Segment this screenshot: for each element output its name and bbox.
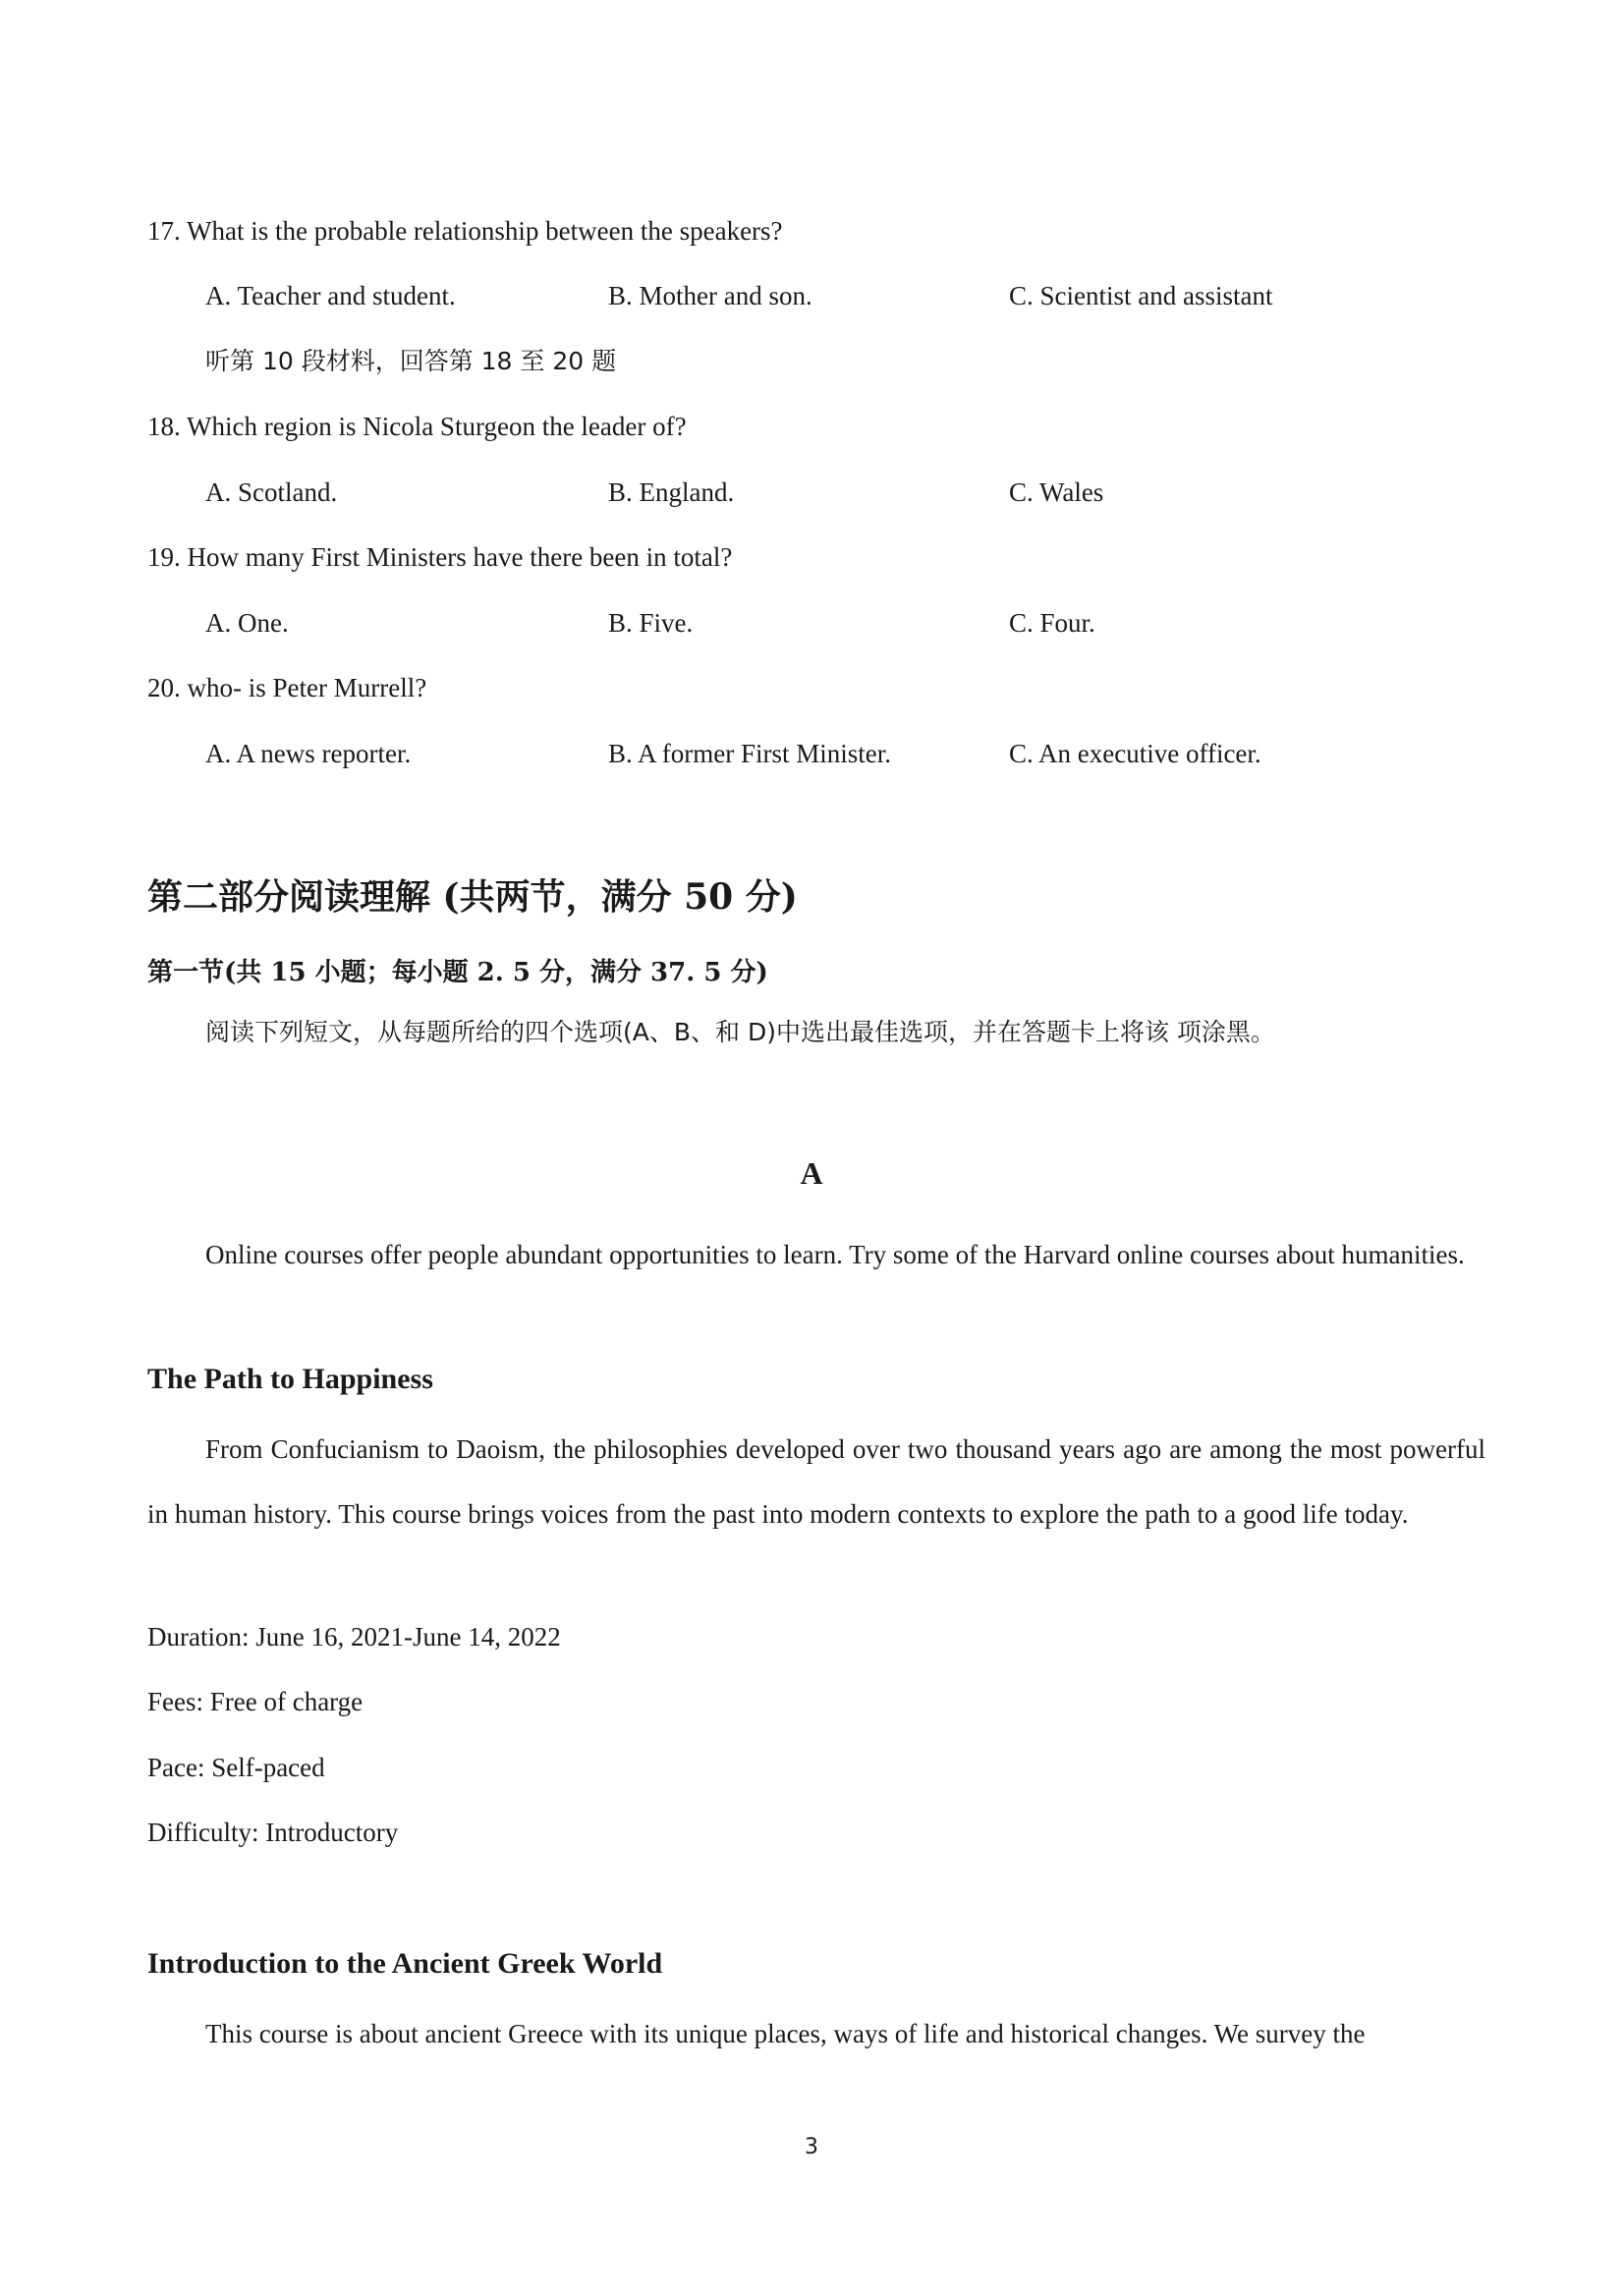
question-17: 17. What is the probable relationship between the speakers? [147, 216, 783, 246]
course-difficulty: Difficulty: Introductory [147, 1818, 399, 1847]
listening-instruction: 听第 10 段材料，回答第 18 至 20 题 [205, 347, 617, 375]
passage-letter: A [800, 1155, 823, 1191]
question-19-option-a: A. One. [205, 608, 289, 638]
course-duration: Duration: June 16, 2021-June 14, 2022 [147, 1622, 561, 1652]
question-20: 20. who- is Peter Murrell? [147, 673, 427, 702]
reading-part-title: 第二部分阅读理解 (共两节，满分 50 分) [147, 876, 798, 918]
question-20-option-a: A. A news reporter. [205, 739, 412, 768]
question-20-option-b: B. A former First Minister. [608, 739, 892, 768]
course-title-path-to-happiness: The Path to Happiness [147, 1363, 433, 1395]
question-18-option-c: C. Wales [1009, 477, 1104, 507]
course-title-ancient-greek-world: Introduction to the Ancient Greek World [147, 1947, 663, 1980]
reading-section-title: 第一节(共 15 小题；每小题 2. 5 分，满分 37. 5 分) [147, 958, 768, 987]
question-18-option-a: A. Scotland. [205, 477, 338, 507]
question-18-option-b: B. England. [608, 477, 735, 507]
question-18: 18. Which region is Nicola Sturgeon the leader of? [147, 412, 687, 441]
question-19-option-c: C. Four. [1009, 608, 1095, 638]
question-17-option-a: A. Teacher and student. [205, 281, 456, 310]
question-19: 19. How many First Ministers have there been in total? [147, 542, 733, 572]
question-19-option-b: B. Five. [608, 608, 694, 638]
question-17-option-b: B. Mother and son. [608, 281, 812, 310]
question-17-option-c: C. Scientist and assistant [1009, 281, 1273, 310]
course-description-path-to-happiness: From Confucianism to Daoism, the philosophies developed over two thousand years ago are among the most powerful in human history. This course brings voices from the past into modern contexts to explore the path to a good life today. [147, 1434, 1485, 1529]
passage-intro: Online courses offer people abundant opportunities to learn. Try some of the Harvard online courses about humanities. [205, 1240, 1465, 1269]
course-fees: Fees: Free of charge [147, 1687, 364, 1716]
question-20-option-c: C. An executive officer. [1009, 739, 1261, 768]
course-pace: Pace: Self-paced [147, 1753, 325, 1782]
page-number: 3 [805, 2135, 818, 2159]
reading-instruction: 阅读下列短文，从每题所给的四个选项(A、B、和 D)中选出最佳选项，并在答题卡上将该 项涂黑。 [205, 1018, 1275, 1046]
course-description-ancient-greek-world: This course is about ancient Greece with its unique places, ways of life and historical changes. We survey the [205, 2019, 1366, 2048]
